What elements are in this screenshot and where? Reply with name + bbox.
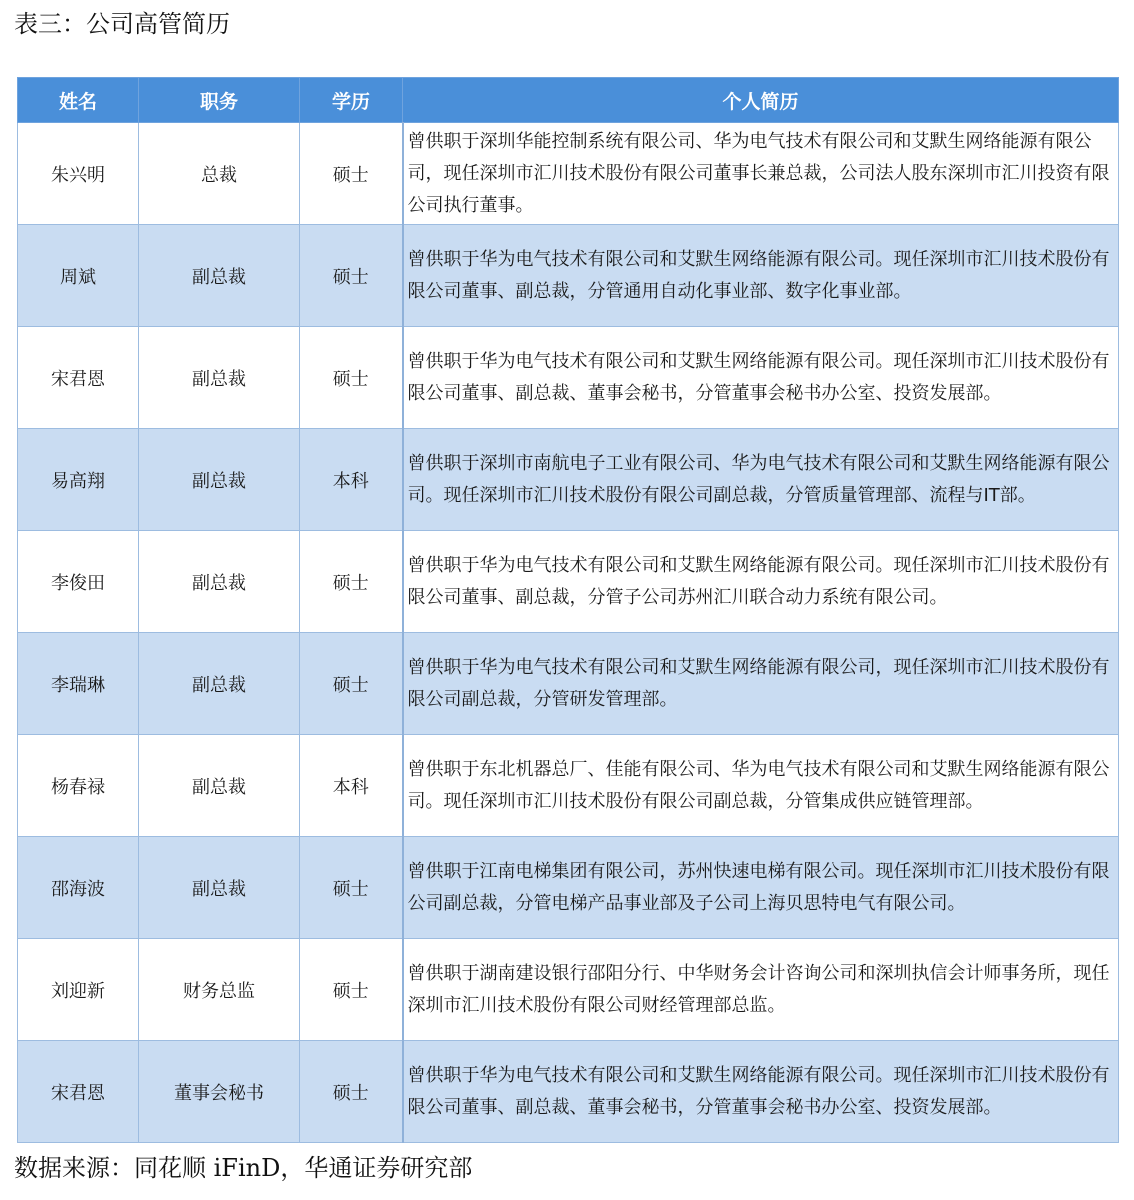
cell-biography: 曾供职于深圳华能控制系统有限公司、华为电气技术有限公司和艾默生网络能源有限公司，现任深圳市汇川技术股份有限公司董事长兼总裁，公司法人股东深圳市汇川投资有限公司执行董事。 — [403, 123, 1119, 225]
cell-name: 宋君恩 — [18, 327, 139, 429]
cell-name: 杨春禄 — [18, 735, 139, 837]
cell-name: 刘迎新 — [18, 939, 139, 1041]
cell-name: 周斌 — [18, 225, 139, 327]
cell-education: 本科 — [300, 735, 403, 837]
cell-name: 邵海波 — [18, 837, 139, 939]
header-name: 姓名 — [18, 78, 139, 123]
cell-education: 硕士 — [300, 1041, 403, 1143]
cell-education: 硕士 — [300, 225, 403, 327]
cell-biography: 曾供职于深圳市南航电子工业有限公司、华为电气技术有限公司和艾默生网络能源有限公司。现任深圳市汇川技术股份有限公司副总裁，分管质量管理部、流程与IT部。 — [403, 429, 1119, 531]
cell-biography: 曾供职于东北机器总厂、佳能有限公司、华为电气技术有限公司和艾默生网络能源有限公司。现任深圳市汇川技术股份有限公司副总裁，分管集成供应链管理部。 — [403, 735, 1119, 837]
table-row — [18, 429, 1119, 531]
cell-biography: 曾供职于华为电气技术有限公司和艾默生网络能源有限公司，现任深圳市汇川技术股份有限公司副总裁，分管研发管理部。 — [403, 633, 1119, 735]
data-source-note: 数据来源：同花顺 iFinD，华通证券研究部 — [14, 1154, 473, 1182]
table-caption: 表三：公司高管简历 — [14, 10, 230, 38]
table-row — [18, 735, 1119, 837]
cell-name: 宋君恩 — [18, 1041, 139, 1143]
table-row — [18, 633, 1119, 735]
table-row — [18, 837, 1119, 939]
cell-title: 副总裁 — [139, 429, 300, 531]
cell-education: 本科 — [300, 429, 403, 531]
header-title: 职务 — [139, 78, 300, 123]
cell-title: 副总裁 — [139, 837, 300, 939]
header-education: 学历 — [300, 78, 403, 123]
table-row — [18, 327, 1119, 429]
cell-biography: 曾供职于华为电气技术有限公司和艾默生网络能源有限公司。现任深圳市汇川技术股份有限公司董事、副总裁，分管通用自动化事业部、数字化事业部。 — [403, 225, 1119, 327]
cell-education: 硕士 — [300, 837, 403, 939]
cell-education: 硕士 — [300, 633, 403, 735]
cell-biography: 曾供职于湖南建设银行邵阳分行、中华财务会计咨询公司和深圳执信会计师事务所，现任深圳市汇川技术股份有限公司财经管理部总监。 — [403, 939, 1119, 1041]
table-row — [18, 225, 1119, 327]
cell-education: 硕士 — [300, 531, 403, 633]
cell-title: 总裁 — [139, 123, 300, 225]
cell-title: 副总裁 — [139, 327, 300, 429]
executive-table — [17, 77, 1119, 1143]
cell-title: 财务总监 — [139, 939, 300, 1041]
cell-name: 李瑞琳 — [18, 633, 139, 735]
cell-biography: 曾供职于江南电梯集团有限公司，苏州快速电梯有限公司。现任深圳市汇川技术股份有限公司副总裁，分管电梯产品事业部及子公司上海贝思特电气有限公司。 — [403, 837, 1119, 939]
cell-name: 李俊田 — [18, 531, 139, 633]
header-biography: 个人简历 — [403, 78, 1119, 123]
cell-biography: 曾供职于华为电气技术有限公司和艾默生网络能源有限公司。现任深圳市汇川技术股份有限公司董事、副总裁、董事会秘书，分管董事会秘书办公室、投资发展部。 — [403, 327, 1119, 429]
table-header-row — [18, 78, 1119, 123]
cell-education: 硕士 — [300, 939, 403, 1041]
cell-biography: 曾供职于华为电气技术有限公司和艾默生网络能源有限公司。现任深圳市汇川技术股份有限公司董事、副总裁、董事会秘书，分管董事会秘书办公室、投资发展部。 — [403, 1041, 1119, 1143]
cell-biography: 曾供职于华为电气技术有限公司和艾默生网络能源有限公司。现任深圳市汇川技术股份有限公司董事、副总裁，分管子公司苏州汇川联合动力系统有限公司。 — [403, 531, 1119, 633]
cell-title: 副总裁 — [139, 531, 300, 633]
cell-title: 董事会秘书 — [139, 1041, 300, 1143]
table-row — [18, 531, 1119, 633]
cell-name: 朱兴明 — [18, 123, 139, 225]
cell-education: 硕士 — [300, 123, 403, 225]
table-row — [18, 1041, 1119, 1143]
cell-title: 副总裁 — [139, 633, 300, 735]
table-row — [18, 123, 1119, 225]
cell-name: 易高翔 — [18, 429, 139, 531]
table-row — [18, 939, 1119, 1041]
cell-title: 副总裁 — [139, 225, 300, 327]
cell-education: 硕士 — [300, 327, 403, 429]
cell-title: 副总裁 — [139, 735, 300, 837]
